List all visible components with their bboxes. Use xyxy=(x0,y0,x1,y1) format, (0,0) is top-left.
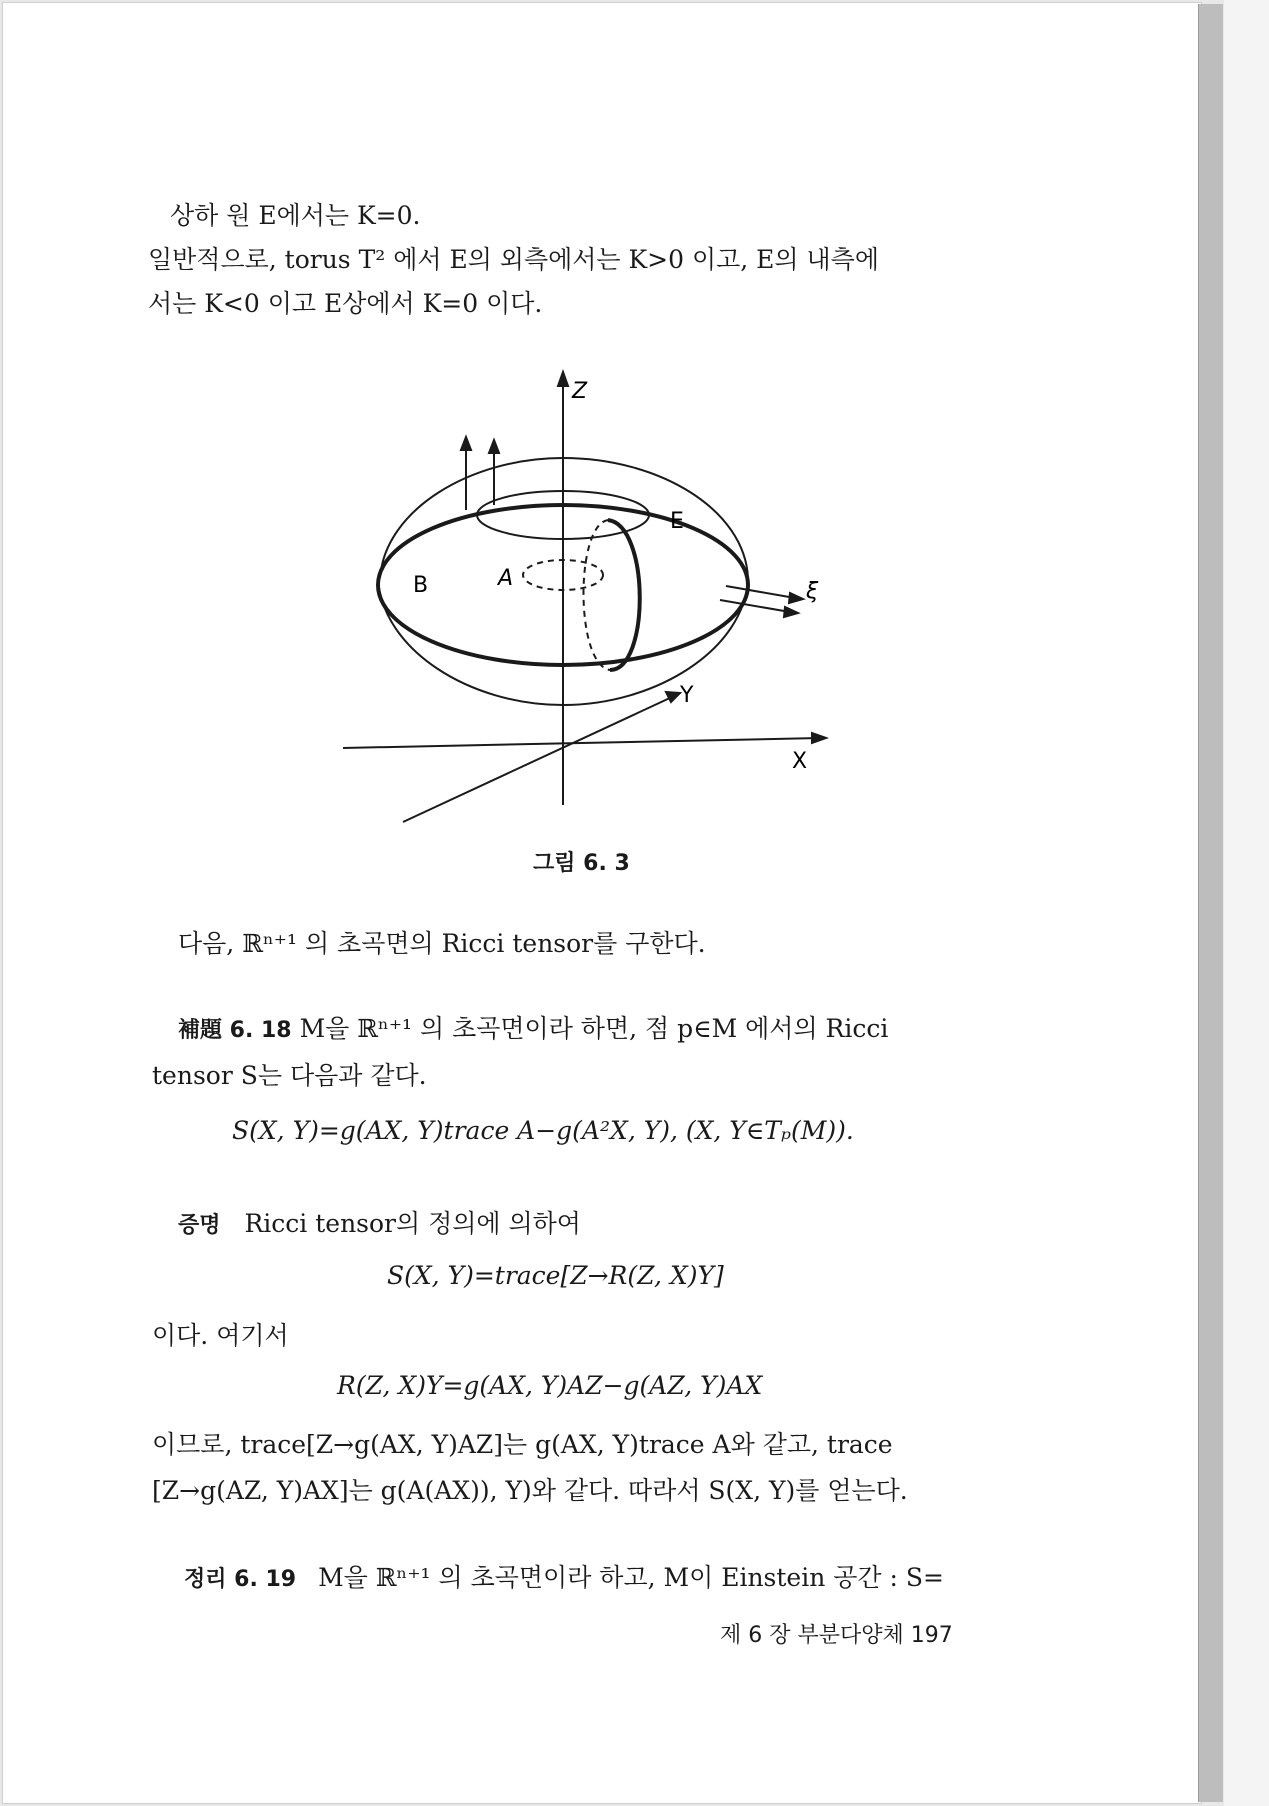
para1-line2: 일반적으로, torus T² 에서 E의 외측에서는 K>0 이고, E의 내측에 xyxy=(148,245,879,274)
lemma-line2: tensor S는 다음과 같다. xyxy=(152,1061,427,1090)
b-label: B xyxy=(413,573,429,598)
para1-line3: 서는 K<0 이고 E상에서 K=0 이다. xyxy=(148,289,543,318)
para1-line1: 상하 원 E에서는 K=0. xyxy=(170,201,421,230)
e-label: E xyxy=(670,509,684,534)
figure-caption: 그림 6. 3 xyxy=(533,851,630,876)
lemma-line1 xyxy=(178,1013,888,1047)
proof-line3: 이므로, trace[Z→g(AX, Y)AZ]는 g(AX, Y)trace A와 같고, trace xyxy=(152,1430,893,1459)
meridian-front xyxy=(608,520,640,670)
xi-arrow-2 xyxy=(720,600,790,612)
lemma-text1: M을 ℝⁿ⁺¹ 의 초곡면이라 하면, 점 p∈M 에서의 Ricci xyxy=(299,1014,889,1043)
x-axis-arrow xyxy=(812,733,826,743)
proof-lead: 증명 xyxy=(178,1213,221,1238)
page-footer: 제 6 장 부분다양체 197 xyxy=(720,1623,953,1648)
proof-line4: [Z→g(AZ, Y)AX]는 g(A(AX)), Y)와 같다. 따라서 S(X, Y)를 얻는다. xyxy=(152,1476,908,1505)
a-label: A xyxy=(498,566,514,591)
xi-label: ξ xyxy=(806,579,819,604)
lemma-equation: S(X, Y)=g(AX, Y)trace A−g(A²X, Y), (X, Y∈Tₚ(M)). xyxy=(232,1116,854,1145)
meridian-back xyxy=(583,520,610,670)
z-axis-arrow xyxy=(558,372,568,386)
y-axis-arrow xyxy=(666,692,680,702)
theorem-line1 xyxy=(184,1562,944,1596)
torus-figure xyxy=(0,0,1269,860)
z-label: Z xyxy=(572,379,588,404)
theorem-text1: M을 ℝⁿ⁺¹ 의 초곡면이라 하고, M이 Einstein 공간 : S= xyxy=(318,1563,944,1592)
y-axis xyxy=(403,697,672,822)
proof-equation2: R(Z, X)Y=g(AX, Y)AZ−g(AZ, Y)AX xyxy=(337,1371,763,1400)
proof-equation1: S(X, Y)=trace[Z→R(Z, X)Y] xyxy=(387,1261,724,1290)
proof-line1 xyxy=(178,1208,581,1242)
para2: 다음, ℝⁿ⁺¹ 의 초곡면의 Ricci tensor를 구한다. xyxy=(178,929,706,958)
theorem-lead: 정리 6. 19 xyxy=(184,1567,297,1592)
y-label: Y xyxy=(680,683,694,708)
proof-line2: 이다. 여기서 xyxy=(152,1321,289,1350)
x-label: X xyxy=(792,749,808,774)
xi-arrow-1 xyxy=(726,586,795,598)
lemma-lead: 補題 6. 18 xyxy=(178,1018,292,1043)
proof-text1: Ricci tensor의 정의에 의하여 xyxy=(244,1209,581,1238)
